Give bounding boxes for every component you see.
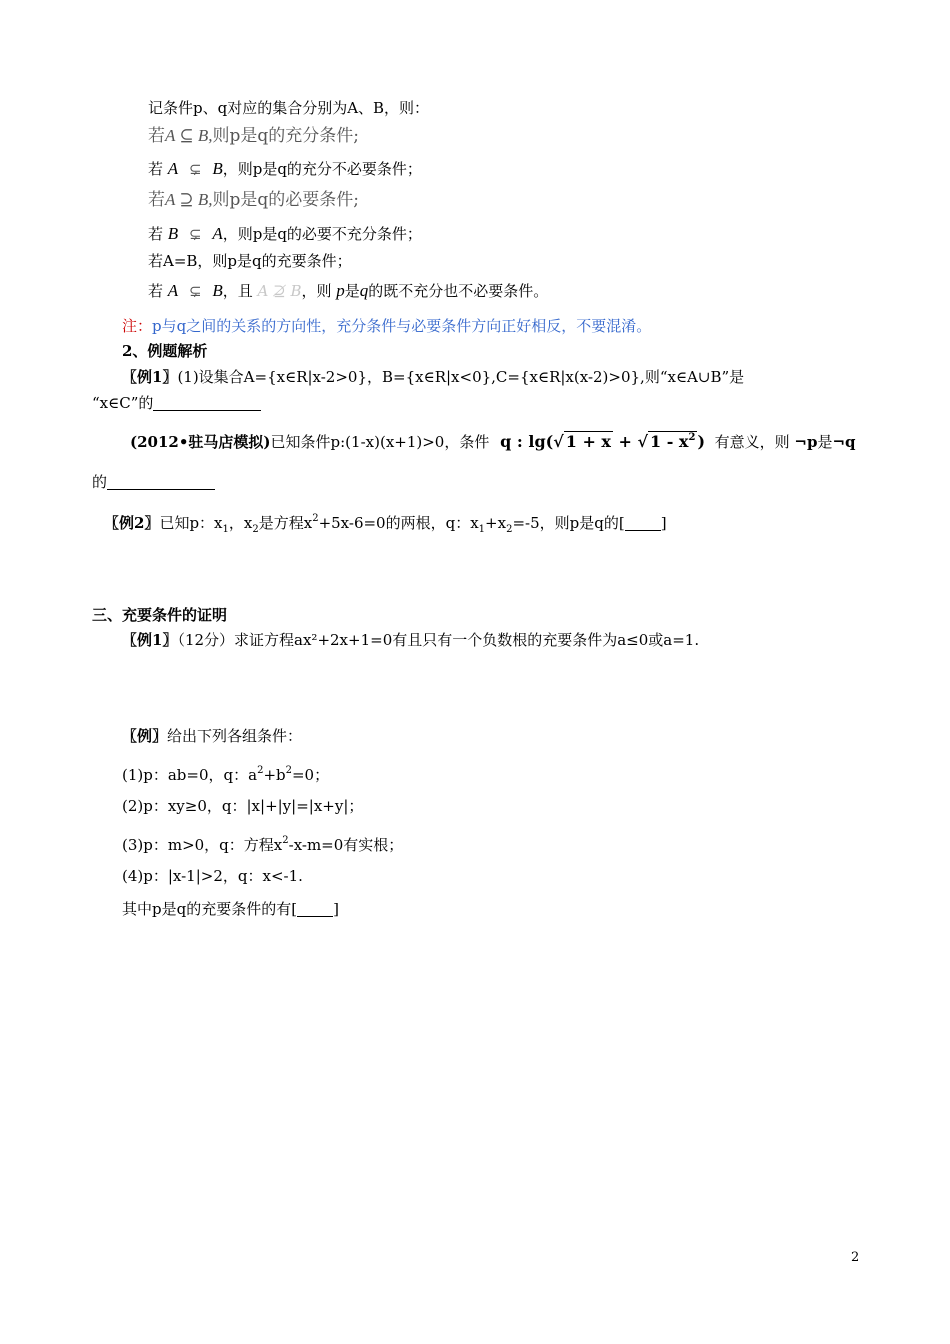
neg-q: ¬q: [832, 433, 856, 451]
rule-mid: ，且: [222, 282, 253, 300]
rule-subset-math: A ⊆ B,: [165, 126, 213, 145]
rule-proper-subset: [148, 159, 422, 179]
rule-post: ，则p是q的充分不必要条件；: [222, 160, 422, 178]
condition-item-1: [122, 761, 329, 785]
var-q: q: [359, 281, 369, 300]
rule-subset-post: 则p是q的充分条件;: [212, 126, 359, 146]
set-b: B: [212, 281, 223, 300]
subscript: 2: [506, 524, 513, 535]
condition-item-3: [122, 831, 403, 855]
condition-item-2: (2)p：xy≥0，q：|x|+|y|=|x+y|；: [122, 797, 364, 815]
example-text: 已知条件p:(1-x)(x+1)>0，条件: [270, 433, 490, 451]
example-text: 是方程x: [258, 514, 313, 532]
example-text: 已知p：x: [159, 514, 223, 532]
bracket-open: [: [291, 900, 298, 918]
answer-blank: [625, 530, 661, 531]
example-text: 有意义，则: [714, 433, 790, 451]
rule-superset: [148, 190, 359, 210]
page-number: 2: [851, 1250, 860, 1265]
example-tag: (2012•驻马店模拟): [130, 433, 271, 451]
subscript: 2: [252, 524, 259, 535]
rule-neither: [148, 281, 548, 301]
item-text: =0；: [291, 766, 330, 784]
proper-subset-symbol: ⊊: [188, 282, 202, 300]
item-text: +b: [263, 766, 286, 784]
note-label: 注：: [122, 317, 153, 335]
example-text: +x: [485, 514, 507, 532]
rule-post: ，则p是q的必要不充分条件；: [222, 225, 422, 243]
answer-bracket[interactable]: [619, 513, 667, 533]
example-tag: 〖例1〗: [122, 631, 178, 649]
plus-sign: +: [612, 432, 638, 451]
rule-mid2: ，则: [301, 282, 332, 300]
example-zhumadian: [130, 428, 856, 452]
subscript: 1: [222, 524, 229, 535]
example-text: 给出下列各组条件：: [167, 727, 303, 745]
condition-item-4: (4)p：|x-1|>2，q：x<-1.: [122, 867, 303, 885]
example-conditions: [122, 726, 302, 746]
example-text: （12分）求证方程ax²+2x+1=0有且只有一个负数根的充要条件为a≤0或a=1.: [177, 631, 700, 649]
rule-post: 的既不充分也不必要条件。: [368, 282, 549, 300]
exponent: 2: [285, 765, 292, 776]
note: [122, 316, 651, 336]
exponent: 2: [688, 432, 696, 443]
section-heading-proof: 三、充要条件的证明: [92, 606, 228, 624]
example-1-line2: [92, 393, 261, 413]
bracket-close: ]: [333, 900, 339, 918]
sqrt-term-2: [648, 431, 697, 451]
proper-subset-symbol: ⊊: [188, 160, 202, 178]
q-formula: [494, 432, 710, 451]
rule-subset: [148, 126, 359, 146]
item-text: -x-m=0有实根；: [288, 836, 404, 854]
set-a: A: [212, 224, 223, 243]
rule-proper-superset: [148, 224, 422, 244]
set-b: B: [212, 159, 223, 178]
question-text: 其中p是q的充要条件的有: [122, 900, 292, 918]
sqrt-term-2-text: 1 - x: [650, 432, 689, 451]
item-text: (1)p：ab=0，q：a: [122, 766, 258, 784]
rule-subset-pre: 若: [148, 126, 165, 146]
exponent: 2: [257, 765, 264, 776]
set-b: B: [167, 224, 179, 243]
set-a: A: [167, 281, 179, 300]
example-text: “x∈C”的: [92, 394, 154, 412]
example-text: ，x: [228, 514, 253, 532]
faded-formula: A ⊉ B: [257, 282, 302, 300]
rule-superset-math: A ⊇ B,: [165, 190, 213, 209]
condition-question: [122, 899, 339, 919]
rule-post: 则p是q的必要条件;: [212, 190, 359, 210]
neg-p: ¬p: [794, 433, 818, 451]
rule-is: 是: [817, 433, 833, 451]
example-text: =-5，则p是q的: [512, 514, 619, 532]
sqrt-sign: √: [553, 432, 564, 451]
example-text: 的: [92, 473, 108, 491]
proper-subset-symbol: ⊊: [188, 225, 202, 243]
sqrt-term-1: 1 + x: [565, 432, 611, 451]
rule-pre: 若: [148, 225, 164, 243]
answer-blank: [297, 916, 333, 917]
condition-intro: 记条件p、q对应的集合分别为A、B，则：: [148, 99, 430, 117]
rule-pre: 若: [148, 160, 164, 178]
rule-pre: 若: [148, 282, 164, 300]
rule-pre: 若: [148, 190, 165, 210]
example-2: [104, 509, 667, 540]
answer-bracket[interactable]: [291, 899, 339, 919]
example-proof: [122, 630, 699, 650]
item-text: (3)p：m>0，q：方程x: [122, 836, 283, 854]
example-tag: 〖例1〗: [122, 368, 178, 386]
example-1: [122, 367, 744, 387]
rule-equal: 若A=B，则p是q的充要条件；: [148, 252, 352, 270]
answer-blank[interactable]: [153, 410, 261, 411]
bracket-open: [: [618, 514, 625, 532]
example-text: +5x-6=0的两根，q：x: [318, 514, 479, 532]
subscript: 1: [478, 524, 486, 535]
example-text: (1)设集合A={x∈R|x-2>0}，B={x∈R|x<0},C={x∈R|x(x-2)>0},则“x∈A∪B”是: [177, 368, 745, 386]
exponent: 2: [312, 513, 319, 524]
set-a: A: [167, 159, 179, 178]
example-tag: 〖例〗: [122, 727, 168, 745]
note-text: p与q之间的关系的方向性，充分条件与必要条件方向正好相反，不要混淆。: [152, 317, 652, 335]
example-tag: 〖例2〗: [104, 514, 160, 532]
answer-blank[interactable]: [107, 489, 215, 490]
section-heading-examples: 2、例题解析: [122, 342, 208, 360]
sqrt-sign: √: [637, 432, 649, 451]
q-formula-pre: q : lg(: [500, 432, 554, 451]
exponent: 2: [282, 835, 289, 846]
rule-is: 是: [344, 282, 360, 300]
example-zhumadian-line2: [92, 472, 215, 492]
var-p: p: [336, 281, 345, 300]
close-paren: ): [697, 432, 706, 451]
bracket-close: ]: [660, 514, 667, 532]
